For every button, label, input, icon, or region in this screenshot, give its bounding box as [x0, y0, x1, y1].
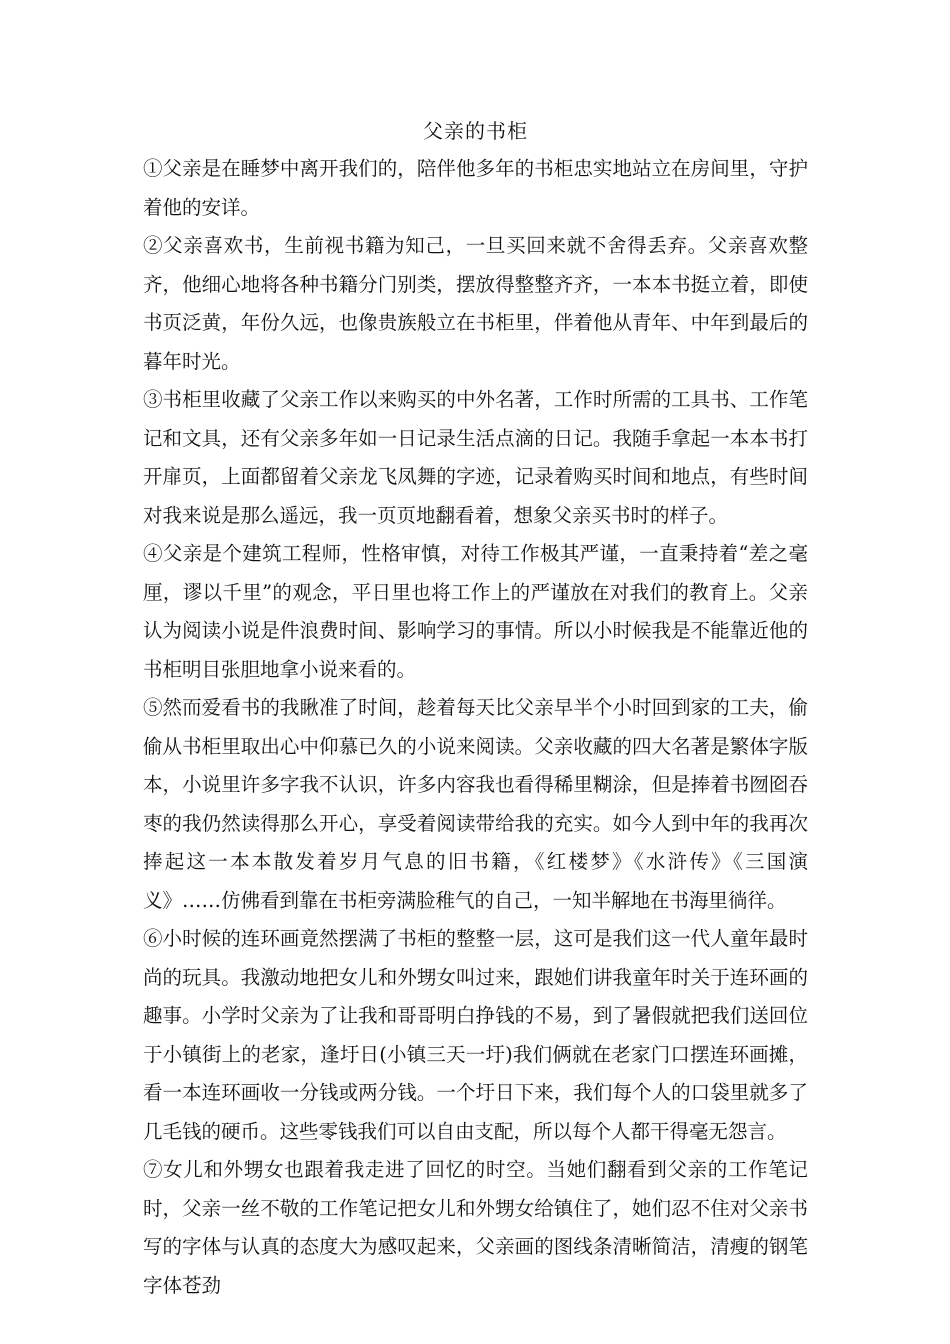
document-title: 父亲的书柜: [423, 119, 528, 143]
paragraph-3: ③书柜里收藏了父亲工作以来购买的中外名著，工作时所需的工具书、工作笔记和文具，还有父亲多年如一日记录生活点滴的日记。我随手拿起一本本书打开扉页，上面都留着父亲龙飞凤舞的字迹，记录着购买时间和地点，有些时间对我来说是那么遥远，我一页页地翻看着，想象父亲买书时的样子。: [143, 388, 808, 527]
paragraph-1: ①父亲是在睡梦中离开我们的，陪伴他多年的书柜忠实地站立在房间里，守护着他的安详。: [143, 157, 808, 219]
paragraph-4: ④父亲是个建筑工程师，性格审慎，对待工作极其严谨，一直秉持着“差之毫厘，谬以千里”的观念，平日里也将工作上的严谨放在对我们的教育上。父亲认为阅读小说是件浪费时间、影响学习的事情。所以小时候我是不能靠近他的书柜明目张胆地拿小说来看的。: [143, 542, 808, 681]
paragraph-6: ⑥小时候的连环画竟然摆满了书柜的整整一层，这可是我们这一代人童年最时尚的玩具。我激动地把女儿和外甥女叫过来，跟她们讲我童年时关于连环画的趣事。小学时父亲为了让我和哥哥明白挣钱的不易，到了暑假就把我们送回位于小镇街上的老家，逢圩日(小镇三天一圩)我们俩就在老家门口摆连环画摊，看一本连环画收一分钱或两分钱。一个圩日下来，我们每个人的口袋里就多了几毛钱的硬币。这些零钱我们可以自由支配，所以每个人都干得毫无怨言。: [143, 927, 808, 1143]
paragraph-2: ②父亲喜欢书，生前视书籍为知己，一旦买回来就不舍得丢弃。父亲喜欢整齐，他细心地将各种书籍分门别类，摆放得整整齐齐，一本本书挺立着，即使书页泛黄，年份久远，也像贵族般立在书柜里，伴着他从青年、中年到最后的暮年时光。: [143, 234, 808, 373]
document-page: [143, 112, 808, 1305]
paragraph-7: ⑦女儿和外甥女也跟着我走进了回忆的时空。当她们翻看到父亲的工作笔记时，父亲一丝不敬的工作笔记把女儿和外甥女给镇住了，她们忍不住对父亲书写的字体与认真的态度大为感叹起来，父亲画的图线条清晰简洁，清瘦的钢笔字体苍劲: [143, 1158, 808, 1297]
paragraph-5: ⑤然而爱看书的我瞅准了时间，趁着每天比父亲早半个小时回到家的工夫，偷偷从书柜里取出心中仰慕已久的小说来阅读。父亲收藏的四大名著是繁体字版本，小说里许多字我不认识，许多内容我也看得稀里糊涂，但是捧着书囫囵吞枣的我仍然读得那么开心，享受着阅读带给我的充实。如今人到中年的我再次捧起这一本本散发着岁月气息的旧书籍，《红楼梦》《水浒传》《三国演义》……仿佛看到靠在书柜旁满脸稚气的自己，一知半解地在书海里徜徉。: [143, 696, 808, 912]
